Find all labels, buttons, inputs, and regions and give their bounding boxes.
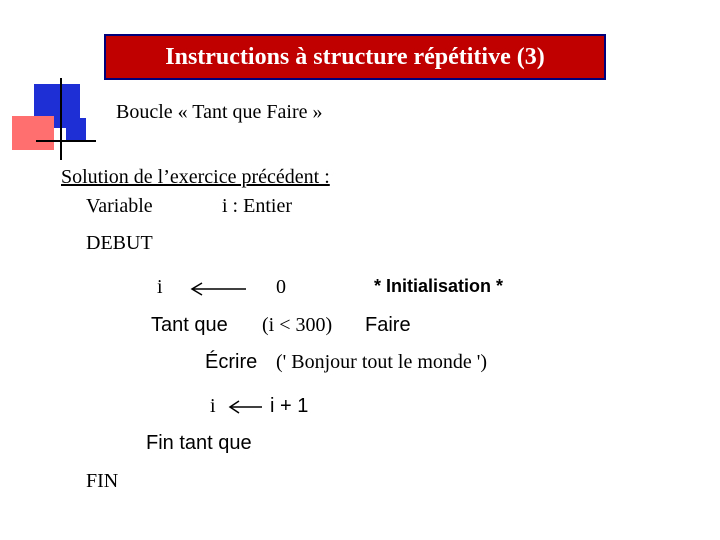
var-keyword: Variable [86, 195, 153, 217]
debut-keyword: DEBUT [86, 232, 153, 254]
fin-keyword: FIN [86, 470, 119, 492]
logo-line-horizontal [36, 140, 96, 142]
while-faire-keyword: Faire [365, 314, 411, 336]
solution-heading: Solution de l’exercice précédent : [61, 166, 330, 188]
left-arrow-icon-small [226, 398, 266, 416]
logo-red-square [12, 116, 54, 150]
slide-title: Instructions à structure répétitive (3) [165, 43, 545, 70]
while-keyword: Tant que [151, 314, 228, 336]
while-condition: (i < 300) [262, 314, 333, 336]
incr-variable: i [210, 395, 216, 417]
write-keyword: Écrire [205, 351, 258, 373]
end-while-keyword: Fin tant que [146, 432, 252, 454]
incr-expression: i + 1 [270, 395, 309, 417]
assign-value: 0 [276, 276, 286, 298]
left-arrow-icon [188, 280, 248, 298]
assign-variable: i [157, 276, 163, 298]
write-argument: (' Bonjour tout le monde ') [276, 351, 488, 373]
logo-blue-square-small [66, 118, 86, 140]
logo-line-vertical [60, 78, 62, 160]
var-declaration: i : Entier [222, 195, 292, 217]
slide-title-box [104, 34, 606, 80]
init-comment: * Initialisation * [374, 276, 504, 296]
slide-subtitle: Boucle « Tant que Faire » [116, 101, 323, 123]
